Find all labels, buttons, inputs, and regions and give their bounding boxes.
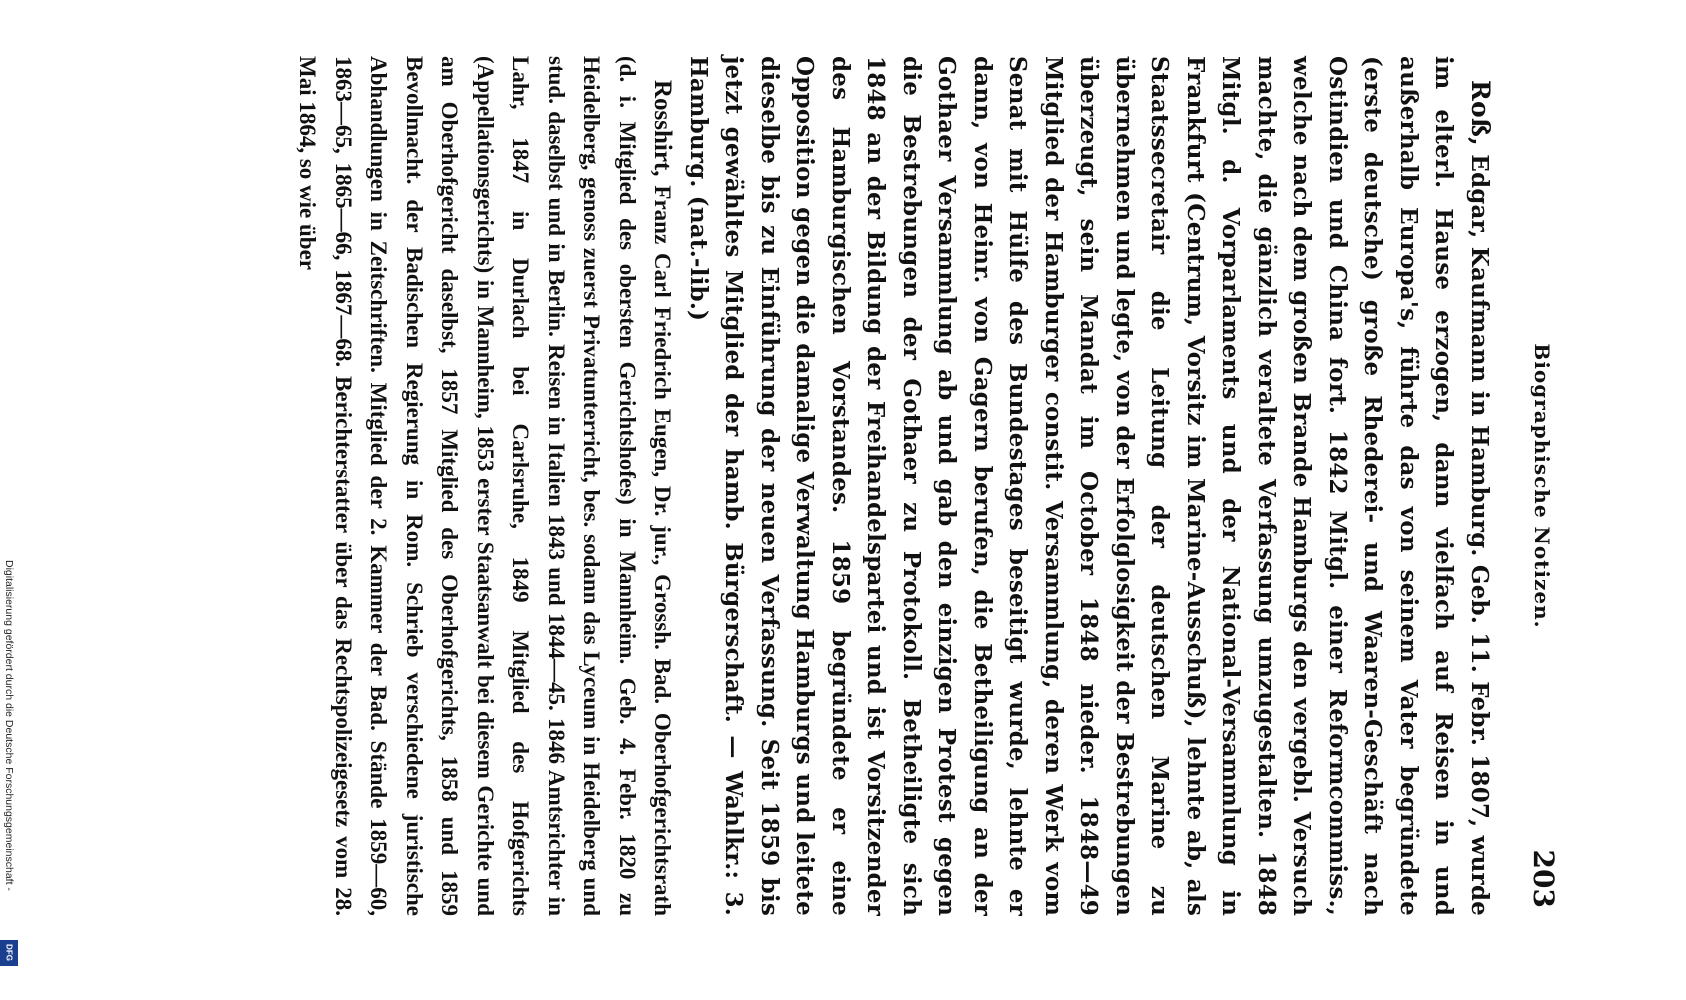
page-header [1514, 56, 1560, 916]
dfg-logo-icon [0, 940, 18, 966]
entry-ross [681, 56, 1499, 916]
entry-text: Franz Carl Friedrich Eugen, Dr. jur., Grossh. Bad. Oberhofgerichtsrath (d. i. Mitglied des obersten Gerichtshofes) in Mannheim. Geb. 4. Febr. 1820 zu Heidelberg, genoss zuerst Privatunterricht, bes. sodann das Lyceum in Heidelberg und stud. daselbst und in Berlin. Reisen in Italien 1843 und 1844—45. 1846 Amtsrichter in Lahr, 1847 in Durlach bei Carlsruhe, 1849 Mitglied des Hofgerichts (Appellationsgerichts) in Mannheim, 1853 erster Staatsanwalt bei diesem Gerichte und am Oberhofgericht daselbst, 1857 Mitglied des Oberhofgerichts, 1858 und 1859 Bevollmacht. der Badischen Regierung in Rom. Schrieb verschiedene juristische Abhandlungen in Zeitschriften. Mitglied der 2. Kammer der Bad. Stände 1859—60, 1863—65, 1865—66, 1867—68. Berichterstatter über das Rechtspolizeigesetz vom 28. Mai 1864, so wie über [295, 56, 676, 917]
dfg-logo-text: DFG [4, 944, 14, 961]
entry-paragraph [290, 56, 681, 916]
digitization-note [0, 560, 18, 980]
scanned-page [120, 56, 1560, 916]
entry-rosshirt [290, 56, 681, 916]
page-body [290, 56, 1498, 916]
entry-headword: Rosshirt, [649, 80, 677, 177]
digitization-note-text: Digitalisierung gefördert durch die Deutsche Forschungsgemeinschaft - [3, 560, 15, 891]
running-head: Biographische Notizen. [1530, 343, 1554, 629]
page-number: 203 [1527, 849, 1560, 908]
entry-text: Edgar, Kaufmann in Hamburg. Geb. 11. Febr. 1807, wurde im elterl. Hause erzogen, dann vielfach auf Reisen in und außerhalb Europa's, führte das von seinem Vater begründete (erste deutsche) große Rhederei- und Waaren-Geschäft nach Ostindien und China fort. 1842 Mitgl. einer Reformcommiss., welche nach dem großen Brande Hamburgs den vergebl. Versuch machte, die gänzlich veraltete Verfassung umzugestalten. 1848 Mitgl. d. Vorparlaments und der National-Versammlung in Frankfurt (Centrum, Vorsitz im Marine-Ausschuß), lehnte ab, als Staatssecretair die Leitung der deutschen Marine zu übernehmen und legte, von der Erfolglosigkeit der Bestrebungen überzeugt, sein Mandat im October 1848 nieder. 1848—49 Mitglied der Hamburger constit. Versammlung, deren Werk vom Senat mit Hülfe des Bundestages beseitigt wurde, lehnte er dann, von Heinr. von Gagern berufen, die Betheiligung an der Gothaer Versammlung ab und gab den einzigen Protest gegen die Bestrebungen der Gothaer zu Protokoll. Betheiligte sich 1848 an der Bildung der Freihandelspartei und ist Vorsitzender des Hamburgischen Vorstandes. 1859 begründete er eine Opposition gegen die damalige Verwaltung Hamburgs und leitete dieselbe bis zu Einführung der neuen Verfassung. Seit 1859 bis jetzt gewähltes Mitglied der hamb. Bürgerschaft. — Wahlkr.: 3. Hamburg. (nat.-lib.) [685, 56, 1493, 916]
entry-headword: Roß, [1466, 80, 1495, 146]
entry-paragraph [681, 56, 1499, 916]
